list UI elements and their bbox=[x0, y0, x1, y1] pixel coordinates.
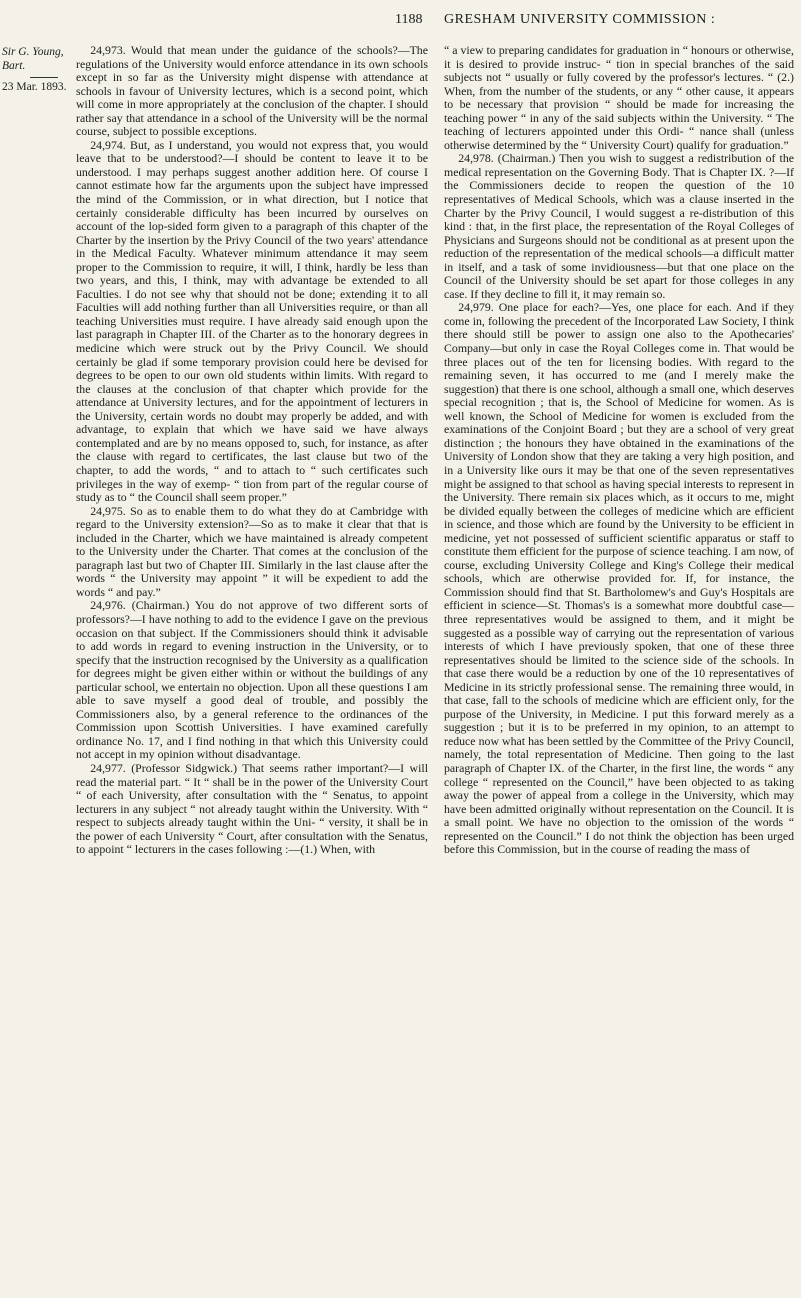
paragraph-24977: 24,977. (Professor Sidgwick.) That seems rather important?—I will read the material part. “ It “ shall be in the power of the University Court “ of each University, after consultation with the “ Senatus, to appoint lecturers in any subject “ not already taught within the University. With “ respect to subjects already taught within the Uni- “ versity, it shall be in the power of each University “ Court, after consultation with the Senatus, to appoint “ lecturers in the cases following :—(1.) When, with bbox=[76, 760, 428, 857]
paragraph-24979: 24,979. One place for each?—Yes, one place for each. And if they come in, following the precedent of the Incorporated Law Society, I think there should still be power to assign one also to the Apothecaries' Company—but only in case the Royal Colleges come in. That would be three places out of the ten for licensing bodies. With regard to the remaining seven, it has occurred to me (and I merely make the suggestion) that there is one school, although a small one, which deserves special recognition ; that is, the School of Medicine for women. As is well known, the School of Medicine for women is excluded from the examinations of the Conjoint Board ; but they are a school of very great distinction ; the honours they have obtained in the examinations of the University of London show that they are taking a very high position, and in a University like ours it may be that one of the seven representatives might be assigned to that school as having special interests to represent in the University. There remain six places which, as it occurs to me, might be divided equally between the colleges of medicine which are efficient in science, and those which are found by the University to be efficient in medicine, yet not possessed of sufficient scientific apparatus or staff to constitute them efficient for the purpose of science teaching. I am now, of course, excluding University College and King's College their medical schools, which are otherwise provided for. If, for instance, the Commission should find that St. Bartholomew's and Guy's Hospitals are efficient in science—St. Thomas's is a somewhat more doubtful case—three representatives would be assigned to them, and it might be suggested as a possible way of carrying out the representation of various interests of which I have previously spoken, that one of these three representatives should be limited to the science side of the schools. In that case there would be a reduction by one of the 10 representatives of Medicine in its strictly professional sense. The remaining three would, in that case, fall to the schools of medicine which are efficient only, for the purpose of the University, in Medicine. I put this forward merely as a suggestion ; but it is to be preferred in my opinion, to an attempt to reduce now what has been settled by the Committee of the Privy Council, namely, the total representation of Medicine. Then going to the last paragraph of Chapter IX. of the Charter, in the first line, the words “ any college “ represented on the Council,” have been objected to as taking away the power of appeal from a college in the University, which may have been admitted originally without representation on the Council. It is a small point. We have no objection to the omission of the words “ represented on the Council.” I do not think the objection has been urged before this Commission, but in the course of reading the mass of bbox=[444, 300, 794, 857]
margin-rule bbox=[30, 77, 58, 78]
paragraph-24974: 24,974. But, as I understand, you would not express that, you would leave that to be understood?—I should be content to leave it to be understood. I may perhaps suggest another addition here. Of course I cannot estimate how far the arguments upon the subject have impressed the mind of the Commission, or in what direction, but I notice that certainly considerable difficulty has been incurred by ourselves on account of the lop-sided form given to a paragraph of this chapter of the Charter by the insertion by the Privy Council of the two years' attendance in the Medical Faculty. Whatever minimum attendance it may seem proper to the Commission to require, it will, I think, hardly be less than two years, and this, I think, may with advantage be extended to all Faculties. I do not see why that should not be done; extending it to all Faculties will add nothing further than all Universities require, or than all teaching Universities must require. I have already said enough upon the last paragraph in Chapter III. of the Charter as to the honorary degrees in medicine which were struck out by the Privy Council. We should certainly be glad if some temporary provision could here be devised for degrees to be open to our own old students within limits. With regard to the clauses at the conclusion of that chapter which provide for the attendance at University lectures, and for the appointment of lecturers in the University, certain words no doubt may properly be added, and with advantage, to explain that which we have said we have always contemplated and are by no means opposed to, such, for instance, as after the clause with regard to certificates, the last clause but two of the chapter, to add the words, “ and to attach to “ such certificates such privileges in the way of exemp- “ tion from part of the regular course of study as to “ the Council shall seem proper.” bbox=[76, 137, 428, 505]
hearing-date: 23 Mar. 1893. bbox=[2, 81, 67, 94]
running-head: GRESHAM UNIVERSITY COMMISSION : bbox=[444, 12, 716, 27]
paragraph-24976: 24,976. (Chairman.) You do not approve of two different sorts of professors?—I have nothing to add to the evidence I gave on the previous occasion on that subject. If the Commissioners should think it advisable to add words in regard to evening instruction in the University, or to specify that the instruction recognised by the University as a qualification for degrees might be given either within or without the buildings of any particular school, we entertain no objection. Upon all these questions I am able to save myself a good deal of trouble, and possibly the Commissioners also, by a general reference to the ordinances of the Commission upon Scottish Universities. I have examined carefully ordinance No. 17, and I find nothing in that which this University could not accept in my opinion without disadvantage. bbox=[76, 598, 428, 762]
paragraph-24975: 24,975. So as to enable them to do what they do at Cambridge with regard to the University extension?—So as to make it clear that that is included in the Charter, which we have maintained is already competent to the University under the Charter. That comes at the conclusion of the paragraph last but two of Chapter III. Similarly in the last clause after the words “ the University may appoint ” it will be expedient to add the words “ and pay.” bbox=[76, 503, 428, 599]
paragraph-24973: 24,973. Would that mean under the guidance of the schools?—The regulations of the University would enforce attendance in its own schools except in so far as the University might dispense with attendance at schools in favour of University lectures, which is a second point, which will come in more appropriately at the conclusion of the chapter. I should rather say that attendance in a school of the University will be the normal course, subject to possible exceptions. bbox=[76, 43, 428, 139]
left-column bbox=[76, 44, 428, 857]
paragraph-24977-continued: “ a view to preparing candidates for graduation in “ honours or otherwise, it is desired to provide instruc- “ tion in special branches of the said subjects not “ usually or fully covered by the professor's lectures. “ (2.) When, from the number of the students, or any “ other cause, it appears to be necessary that provision “ should be made for increasing the teaching power “ in any of the said subjects within the University. “ The teaching of lecturers appointed under this Ordi- “ nance shall (unless otherwise determined by the “ University Court) qualify for graduation.” bbox=[444, 43, 794, 152]
page-header bbox=[0, 10, 801, 32]
witness-name: Sir G. Young, Bart. bbox=[2, 46, 64, 72]
page-number: 1188 bbox=[395, 12, 423, 27]
right-column bbox=[444, 44, 794, 857]
margin-note bbox=[2, 46, 74, 95]
paragraph-24978: 24,978. (Chairman.) Then you wish to suggest a redistribution of the medical representation on the Governing Body. That is Chapter IX. ?—If the Commissioners decide to reopen the question of the 10 representatives of Medical Schools, which was a clause inserted in the Charter by the Privy Council, I would suggest a re-distribution of this kind : that, in the first place, the representation of the Royal Colleges of Physicians and Surgeons should not be conditional as at present upon the reduction of the representation of the medical schools—a difficult matter in itself, and a task of some invidiousness—but that one place on the Council of the University should be set apart for those colleges in any case. If they decline to fill it, it may remain so. bbox=[444, 151, 794, 301]
